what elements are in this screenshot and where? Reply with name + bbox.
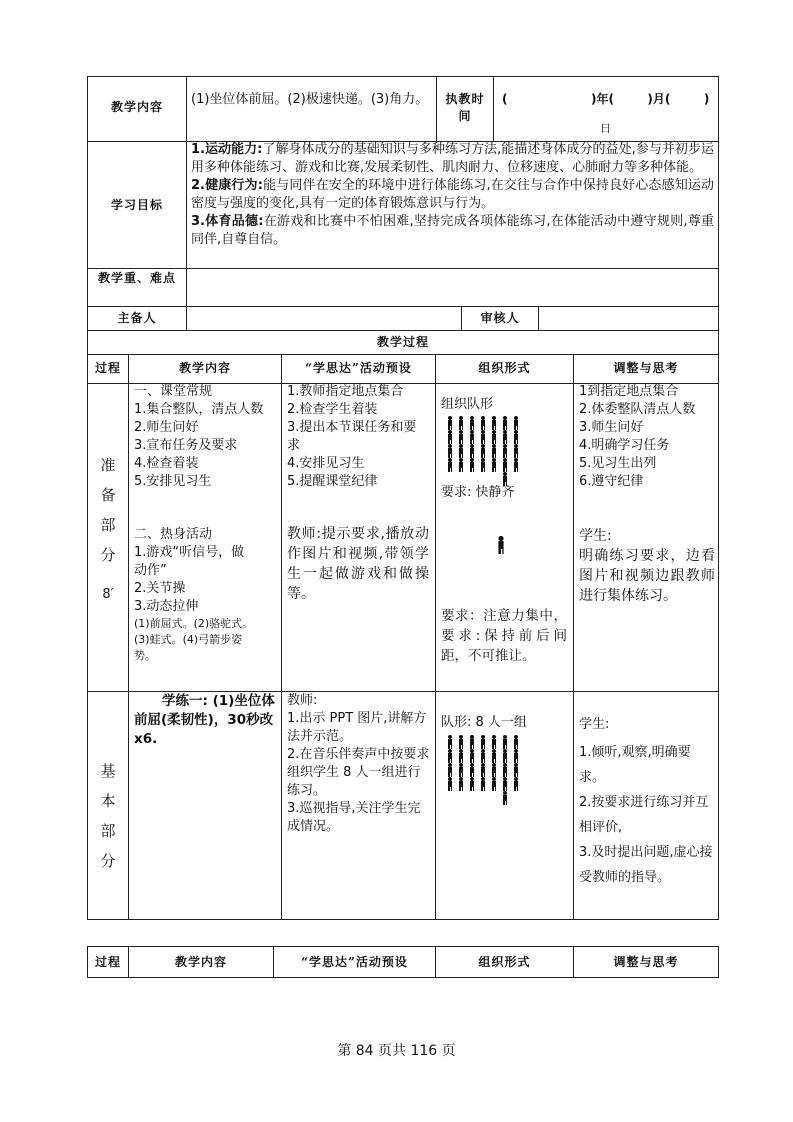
student-figure	[491, 458, 497, 472]
student-figure	[458, 763, 464, 777]
basic-activity-list: 1.出示 PPT 图片,讲解方法并示范。 2.在音乐伴奏声中按要求组织学生 8 人一组进行练习。 3.巡视指导,关注学生完成情况。	[287, 711, 430, 834]
col2-header-activity: “学思达”活动预设	[301, 955, 408, 969]
prep-adjust-student: 明确练习要求，边看图片和视频边跟教师进行集体练习。	[579, 548, 715, 604]
prep-content-warmup: 二、热身活动 1.游戏“听信号，做 动作” 2.关节操 3.动态拉伸 (1)前屈式。(2)骆驼式。 (3)蛙式。(4)弓箭步姿 势。	[134, 527, 254, 662]
student-figure	[469, 777, 475, 791]
prep-formation-figure	[447, 416, 527, 484]
time-label: 执教时间	[445, 92, 485, 123]
student-figure	[502, 416, 508, 430]
student-figure	[513, 749, 519, 763]
student-figure	[447, 777, 453, 791]
student-figure	[469, 444, 475, 458]
student-figure	[502, 763, 508, 777]
col2-header-org: 组织形式	[478, 955, 531, 969]
student-figure	[502, 444, 508, 458]
student-figure	[480, 777, 486, 791]
objective-2: 2.健康行为:能与同伴在安全的环境中进行体能练习,在交往与合作中保持良好心态感知运动密度与强度的变化,具有一定的体育锻炼意识与行为。	[191, 178, 715, 211]
objective-3: 3.体育品德:在游戏和比赛中不怕困难,坚持完成各项体能练习,在体能活动中遵守规则,尊重同伴,自尊自信。	[191, 214, 714, 247]
student-figure	[491, 777, 497, 791]
col-header-process: 过程	[94, 361, 121, 375]
prep-adjust-student-title: 学生:	[579, 528, 612, 544]
student-figure	[480, 444, 486, 458]
student-figure	[513, 444, 519, 458]
student-figure	[491, 735, 497, 749]
col-header-activity: “学思达”活动预设	[305, 361, 412, 375]
student-figure	[491, 749, 497, 763]
basic-content: 学练一: (1)坐位体前屈(柔韧性)，30秒改x6.	[134, 693, 275, 747]
student-figure	[458, 777, 464, 791]
objectives-label: 学习目标	[110, 198, 163, 212]
date-day: 日	[600, 122, 611, 135]
student-figure	[447, 444, 453, 458]
reviewer-label: 审核人	[480, 311, 520, 325]
basic-activity-title: 教师:	[287, 693, 318, 708]
student-figure	[491, 444, 497, 458]
student-figure	[447, 416, 453, 430]
student-figure	[469, 749, 475, 763]
student-figure	[491, 416, 497, 430]
student-figure	[447, 763, 453, 777]
student-figure	[480, 763, 486, 777]
col2-header-content: 教学内容	[174, 955, 227, 969]
student-figure	[502, 430, 508, 444]
student-figure	[447, 430, 453, 444]
prep-org-title: 组织队形	[441, 397, 494, 412]
student-figure	[469, 763, 475, 777]
student-figure	[469, 416, 475, 430]
date-field: ( )年( )月( )	[502, 92, 710, 106]
col-header-adjust: 调整与思考	[613, 361, 679, 375]
student-figure	[480, 749, 486, 763]
leader-figure	[502, 791, 508, 805]
student-figure	[447, 749, 453, 763]
content-label: 教学内容	[110, 100, 163, 114]
basic-adjust-title: 学生:	[579, 717, 610, 732]
basic-org-title: 队形: 8 人一组	[441, 715, 527, 730]
objectives-list	[191, 141, 714, 249]
basic-formation-figure	[447, 735, 527, 803]
prep-org-req-2: 要求：注意力集中，要求:保持前后间距，不可推让。	[441, 608, 567, 664]
student-figure	[480, 430, 486, 444]
col2-header-process: 过程	[94, 955, 121, 969]
student-figure	[480, 416, 486, 430]
student-figure	[469, 458, 475, 472]
prep-content-routine: 一、课堂常规 1.集合整队，清点人数 2.师生问好 3.宣布任务及要求 4.检查着装 5.安排见习生	[134, 384, 264, 489]
student-figure	[513, 430, 519, 444]
student-figure	[458, 735, 464, 749]
col-header-content: 教学内容	[178, 361, 231, 375]
student-figure	[469, 430, 475, 444]
basic-adjust-list: 1.倾听,观察,明确要求。 2.按要求进行练习并互相评价, 3.及时提出问题,虚心接受教师的指导。	[579, 745, 713, 885]
prep-activity-teacher: 教师:提示要求,播放动作图片和视频,带领学生一起做游戏和做操等。	[287, 526, 429, 602]
student-figure	[458, 749, 464, 763]
student-figure	[458, 444, 464, 458]
student-figure	[458, 458, 464, 472]
student-figure	[480, 458, 486, 472]
student-figure	[447, 735, 453, 749]
student-figure	[513, 458, 519, 472]
student-figure	[491, 763, 497, 777]
student-figure	[502, 749, 508, 763]
col2-header-adjust: 调整与思考	[613, 955, 679, 969]
prep-activity-list: 1.教师指定地点集合 2.检查学生着装 3.提出本节课任务和要 求 4.安排见习生 5.提醒课堂纪律	[287, 384, 417, 489]
student-figure	[458, 430, 464, 444]
prep-adjust-list: 1到指定地点集合 2.体委整队清点人数 3.师生问好 4.明确学习任务 5.见习生出列 6.遵守纪律	[579, 384, 696, 489]
prep-org-req-1: 要求: 快静齐	[441, 485, 515, 500]
content-value: (1)坐位体前屈。(2)极速快递。(3)角力。	[191, 92, 429, 107]
student-figure	[513, 735, 519, 749]
student-figure	[491, 430, 497, 444]
student-figure	[502, 777, 508, 791]
teacher-figure	[497, 536, 505, 554]
page-number: 第 84 页共 116 页	[337, 1043, 456, 1059]
student-figure	[502, 458, 508, 472]
objective-1: 1.运动能力:了解身体成分的基础知识与多种练习方法,能描述身体成分的益处,参与并初步运用多种体能练习、游戏和比赛,发展柔韧性、肌肉耐力、位移速度、心肺耐力等多种体能。	[191, 142, 714, 175]
key-points-label: 教学重、难点	[97, 271, 176, 285]
student-figure	[447, 458, 453, 472]
host-label: 主备人	[117, 311, 157, 325]
student-figure	[480, 735, 486, 749]
process-title: 教学过程	[376, 335, 429, 349]
student-figure	[513, 416, 519, 430]
student-figure	[513, 763, 519, 777]
col-header-org: 组织形式	[478, 361, 531, 375]
student-figure	[513, 777, 519, 791]
student-figure	[458, 416, 464, 430]
student-figure	[469, 735, 475, 749]
student-figure	[502, 735, 508, 749]
